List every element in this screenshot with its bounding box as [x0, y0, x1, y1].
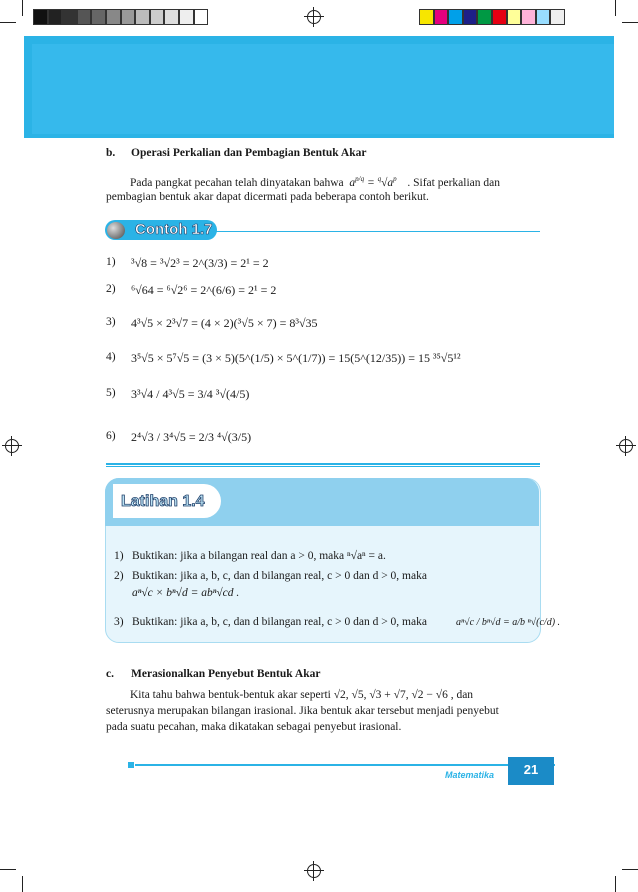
section-b-title: Operasi Perkalian dan Pembagian Bentuk Akar [131, 147, 367, 159]
color-swatch [507, 9, 522, 25]
color-colorbar [419, 9, 565, 25]
crop-mark [615, 876, 616, 892]
registration-target-icon [307, 864, 321, 878]
color-swatch [150, 9, 165, 25]
crop-mark [615, 0, 616, 16]
section-c-para1 [106, 687, 540, 704]
contoh-item-expr: 2⁴√3 / 3⁴√5 = 2/3 ⁴√(3/5) [131, 430, 252, 444]
color-swatch [179, 9, 194, 25]
contoh-item-num: 1) [106, 256, 116, 268]
latihan-item-text: Buktikan: jika a, b, c, dan d bilangan real, c > 0 dan d > 0, maka [132, 570, 427, 582]
footer-subject: Matematika [445, 770, 495, 780]
latihan-label: Latihan 1.4 [121, 493, 205, 510]
grey-colorbar [33, 9, 208, 25]
color-swatch [48, 9, 63, 25]
latihan-item-num: 2) [114, 570, 124, 582]
color-swatch [121, 9, 136, 25]
latihan-item-text2: aⁿ√c × bⁿ√d = abⁿ√cd . [132, 587, 240, 599]
section-divider [106, 466, 540, 467]
footer-line [135, 764, 555, 766]
crop-mark [622, 869, 638, 870]
color-swatch [477, 9, 492, 25]
section-c-label: c. [106, 668, 114, 680]
contoh-item-expr: 3³√4 / 4³√5 = 3/4 ³√(4/5) [131, 387, 250, 401]
color-swatch [550, 9, 565, 25]
footer-bullet [128, 762, 134, 768]
color-swatch [62, 9, 77, 25]
registration-target-icon [5, 439, 19, 453]
contoh-item-expr: ⁶√64 = ⁶√2⁶ = 2^(6/6) = 2¹ = 2 [131, 283, 277, 297]
contoh-item-num: 3) [106, 316, 116, 328]
color-swatch [77, 9, 92, 25]
color-swatch [448, 9, 463, 25]
contoh-bullet-icon [107, 222, 125, 239]
contoh-item-expr: 4³√5 × 2³√7 = (4 × 2)(³√5 × 7) = 8³√35 [131, 316, 318, 330]
crop-mark [22, 0, 23, 16]
para1-end: . Sifat perkalian dan [407, 176, 500, 189]
crop-mark [0, 22, 16, 23]
latihan-item-text: Buktikan: jika a bilangan real dan a > 0, maka ⁿ√aⁿ = a. [132, 550, 386, 562]
registration-target-icon [619, 439, 633, 453]
section-b-label: b. [106, 147, 116, 159]
contoh-label: Contoh 1.7 [135, 221, 213, 238]
section-c-para2: seterusnya merupakan bilangan irasional. Jika bentuk akar tersebut menjadi penyebut [106, 705, 499, 717]
header-band-inner [32, 44, 614, 134]
color-swatch [536, 9, 551, 25]
contoh-item-expr: 3⁵√5 × 5⁷√5 = (3 × 5)(5^(1/5) × 5^(1/7)) = 15(5^(12/35)) = 15 ³⁵√5¹² [131, 351, 461, 365]
color-swatch [521, 9, 536, 25]
section-b-para2: pembagian bentuk akar dapat dicermati pada beberapa contoh berikut. [106, 191, 429, 203]
contoh-item-expr: ³√8 = ³√2³ = 2^(3/3) = 2¹ = 2 [131, 256, 269, 270]
latihan-item-formula: aⁿ√c / bⁿ√d = a/b ⁿ√(c/d) . [456, 617, 561, 628]
section-divider [106, 463, 540, 465]
contoh-item-num: 4) [106, 351, 116, 363]
latihan-item-num: 1) [114, 550, 124, 562]
crop-mark [622, 22, 638, 23]
color-swatch [135, 9, 150, 25]
page-number: 21 [523, 762, 539, 777]
color-swatch [106, 9, 121, 25]
para-c1-text: Kita tahu bahwa bentuk-bentuk akar seperti [130, 689, 331, 701]
color-swatch [164, 9, 179, 25]
contoh-item-num: 5) [106, 387, 116, 399]
contoh-rule [215, 231, 540, 232]
latihan-item-num: 3) [114, 616, 124, 628]
contoh-item-num: 2) [106, 283, 116, 295]
para1-text: Pada pangkat pecahan telah dinyatakan bahwa [130, 176, 344, 189]
roots-list: √2, √5, √3 + √7, √2 − √6 [333, 689, 448, 701]
para-c1-end: , dan [450, 689, 474, 701]
color-swatch [33, 9, 48, 25]
latihan-item-text: Buktikan: jika a, b, c, dan d bilangan real, c > 0 dan d > 0, maka [132, 616, 427, 628]
section-c-title: Merasionalkan Penyebut Bentuk Akar [131, 668, 321, 680]
crop-mark [22, 876, 23, 892]
color-swatch [434, 9, 449, 25]
registration-target-icon [307, 10, 321, 24]
color-swatch [194, 9, 209, 25]
crop-mark [0, 869, 16, 870]
power-root-formula: $a^{p/q} = ^q√a^p$ [346, 175, 397, 189]
contoh-item-num: 6) [106, 430, 116, 442]
color-swatch [463, 9, 478, 25]
color-swatch [91, 9, 106, 25]
color-swatch [419, 9, 434, 25]
color-swatch [492, 9, 507, 25]
section-c-para3: pada suatu pecahan, maka dikatakan sebagai penyebut irasional. [106, 721, 402, 733]
